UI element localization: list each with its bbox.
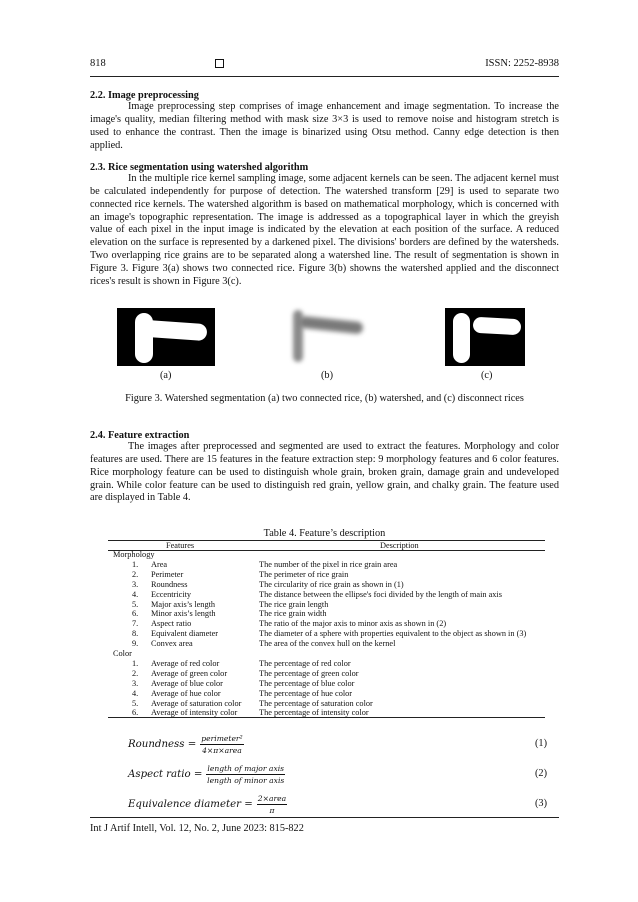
table-row-description: The distance between the ellipse's foci divided by the length of main axis <box>259 589 502 599</box>
figure-3-caption: Figure 3. Watershed segmentation (a) two connected rice, (b) watershed, and (c) disconnect rices <box>125 393 524 404</box>
table-row-number: 3. <box>132 579 139 589</box>
table-row-number: 4. <box>132 589 139 599</box>
table-row-feature: Average of green color <box>151 668 228 678</box>
table-header-features: Features <box>166 541 195 550</box>
equation-aspect-ratio <box>128 764 285 785</box>
table-row-description: The percentage of green color <box>259 668 359 678</box>
issn-label: ISSN: 2252-8938 <box>485 58 559 69</box>
table-row-feature: Major axis’s length <box>151 599 216 609</box>
page-number: 818 <box>90 58 106 69</box>
table-row-description: The area of the convex hull on the kernel <box>259 639 396 649</box>
table-row-number: 4. <box>132 688 139 698</box>
footer-citation: Int J Artif Intell, Vol. 12, No. 2, June 2023: 815-822 <box>90 823 304 834</box>
table-row-description: The percentage of red color <box>259 658 351 668</box>
equation-lhs: Equivalence diameter = <box>128 799 253 810</box>
figure-3c-image <box>445 308 525 366</box>
table-row-feature: Average of saturation color <box>151 698 242 708</box>
equation-equivalence-diameter <box>128 794 287 815</box>
figure-3c-label: (c) <box>481 370 493 381</box>
equation-denominator: 4×π×area <box>202 746 242 755</box>
table-group-label: Color <box>113 649 132 658</box>
equation-denominator: π <box>269 806 275 815</box>
table-row-number: 5. <box>132 599 139 609</box>
figure-3a-label: (a) <box>160 370 172 381</box>
header-rule <box>90 76 559 77</box>
table-row-number: 1. <box>132 658 139 668</box>
square-bullet-icon <box>215 59 224 68</box>
table-row-feature: Average of hue color <box>151 688 221 698</box>
table-4-title: Table 4. Feature’s description <box>263 528 386 539</box>
table-row-description: The percentage of hue color <box>259 688 353 698</box>
footer-rule <box>90 817 559 818</box>
equation-numerator: perimeter² <box>201 734 243 743</box>
table-row-number: 6. <box>132 609 139 619</box>
table-row-number: 2. <box>132 668 139 678</box>
table-row-feature: Minor axis’s length <box>151 609 216 619</box>
table-row-feature: Average of intensity color <box>151 708 238 718</box>
table-bottom-rule <box>108 717 545 718</box>
table-row-feature: Eccentricity <box>151 589 192 599</box>
section-heading-2-4: 2.4. Feature extraction <box>90 430 190 441</box>
table-row-number: 8. <box>132 629 139 639</box>
equation-lhs: Roundness = <box>128 739 197 750</box>
table-row-description: The perimeter of rice grain <box>259 569 349 579</box>
section-heading-2-3: 2.3. Rice segmentation using watershed algorithm <box>90 162 309 173</box>
table-row-number: 2. <box>132 569 139 579</box>
table-row-number: 7. <box>132 619 139 629</box>
figure-3a-image <box>117 308 215 366</box>
table-row-number: 6. <box>132 708 139 718</box>
equation-number: (1) <box>535 738 548 749</box>
equation-lhs: Aspect ratio = <box>128 769 203 780</box>
table-row-description: The rice grain width <box>259 609 327 619</box>
table-row-feature: Convex area <box>151 639 193 649</box>
table-row-description: The percentage of saturation color <box>259 698 373 708</box>
table-row-description: The percentage of blue color <box>259 678 355 688</box>
table-row-number: 9. <box>132 639 139 649</box>
table-row-feature: Perimeter <box>151 569 184 579</box>
table-row-description: The percentage of intensity color <box>259 708 369 718</box>
table-row-feature: Roundness <box>151 579 188 589</box>
table-row-description: The ratio of the major axis to minor axis as shown in (2) <box>259 619 447 629</box>
table-row-number: 3. <box>132 678 139 688</box>
equation-numerator: 2×area <box>257 794 287 803</box>
equation-numerator: length of major axis <box>207 764 285 773</box>
table-row-feature: Area <box>151 559 168 569</box>
paragraph-2-3: In the multiple rice kernel sampling image, some adjacent kernels can be seen. The adjacent kernel must be calculated independently for purpose of detection. The watershed transform [29] is used to separate two connected rice kernels. The watershed algorithm is based on mathematical morphology, which is concerned with an image's topographic representation. The image is addressed as a topographical layer in which the greyish value of each pixel in the input image is indicated by the elevation at each position of the surface. A reduced elevation on the surface is represented by a darkened pixel. The divisions' borders are defined by the watersheds. Two overlapping rice grains are to be separated along a watershed line. The result of segmentation is shown in Figure 3. Figure 3(a) shows two connected rice. Figure 3(b) showns the watershed applied and the disconnect rices's result is shown in Figure 3(c). <box>90 173 559 287</box>
table-row-number: 1. <box>132 559 139 569</box>
table-row-description: The number of the pixel in rice grain area <box>259 559 398 569</box>
figure-3b-label: (b) <box>321 370 334 381</box>
figure-3b-image <box>287 305 369 367</box>
section-heading-2-2: 2.2. Image preprocessing <box>90 90 199 101</box>
table-group-label: Morphology <box>113 550 155 559</box>
table-row-description: The rice grain length <box>259 599 329 609</box>
paragraph-2-2: Image preprocessing step comprises of image enhancement and image segmentation. To increase the image's quality, median filtering method with mask size 3×3 is used to remove noise and histogram stretch is used to enhance the contrast. Then the image is binarized using Otsu method. Canny edge detection is then applied. <box>90 101 559 151</box>
equation-roundness <box>128 734 244 755</box>
table-row-description: The diameter of a sphere with properties equivalent to the object as shown in (3) <box>259 629 527 639</box>
table-row-feature: Equivalent diameter <box>151 629 219 639</box>
table-row-number: 5. <box>132 698 139 708</box>
equation-number: (2) <box>535 768 548 779</box>
table-row-feature: Aspect ratio <box>151 619 192 629</box>
table-header-description: Description <box>380 541 419 550</box>
equation-denominator: length of minor axis <box>207 776 285 785</box>
paragraph-2-4: The images after preprocessed and segmented are used to extract the features. Morphology and color features are used. There are 15 features in the feature extraction step: 9 morphology features and 6 color features. Rice morphology feature can be used to distinguish whole grain, broken grain, damage grain and undeveloped grain. While color feature can be used to distinguish red grain, yellow grain, and chalky grain. The feature used are displayed in Table 4. <box>90 441 559 504</box>
equation-number: (3) <box>535 798 548 809</box>
running-header <box>90 58 559 72</box>
table-header-rule <box>108 550 545 551</box>
table-row-feature: Average of blue color <box>151 678 223 688</box>
table-row-feature: Average of red color <box>151 658 220 668</box>
table-row-description: The circularity of rice grain as shown in (1) <box>259 579 404 589</box>
